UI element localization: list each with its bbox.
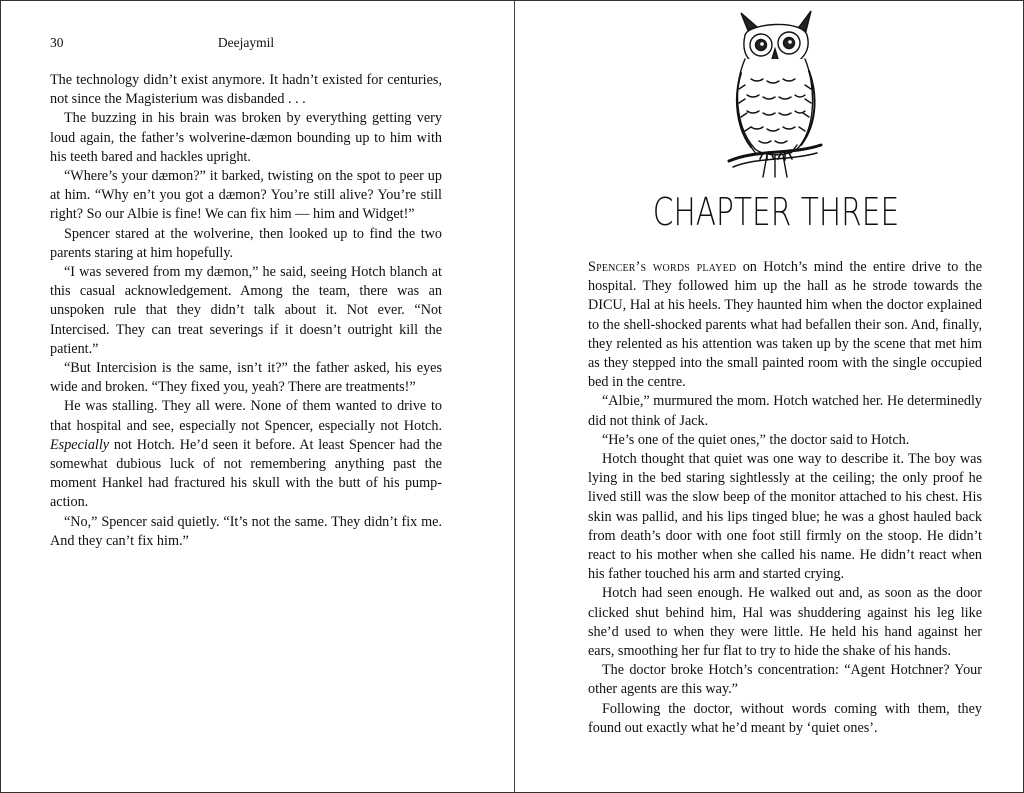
paragraph: “Albie,” murmured the mom. Hotch watched her. He determinedly did not think of Jack.	[588, 393, 982, 429]
page-number: 30	[50, 35, 64, 50]
paragraph: “But Intercision is the same, isn’t it?” the father asked, his eyes wide and broken. “They fixed you, yeah? There are treatments!”	[50, 360, 442, 396]
paragraph: “No,” Spencer said quietly. “It’s not the same. They didn’t fix me. And they can’t fix him.”	[50, 513, 442, 549]
paragraph: The technology didn’t exist anymore. It hadn’t existed for centuries, not since the Magisterium was disbanded . . .	[50, 72, 442, 108]
opening-smallcaps: Spencer’s words played	[588, 259, 737, 275]
paragraph: The doctor broke Hotch’s concentration: “Agent Hotchner? Your other agents are this way.”	[588, 662, 982, 698]
right-body-text	[588, 258, 982, 738]
text-run: He was stalling. They all were. None of them wanted to drive to that hospital and see, especially not Spencer, especially not Hotch.	[50, 398, 442, 434]
paragraph: Hotch had seen enough. He walked out and, as soon as the door clicked shut behind him, Hal was shuddering against his leg like she’d used to when they were little. He held his hand against her ears, smoothing her fur flat to try to hide the shake of his hands.	[588, 585, 982, 660]
paragraph: The buzzing in his brain was broken by everything getting very loud again, the father’s wolverine-dæmon bounding up to him with his teeth bared and hackles upright.	[50, 110, 442, 165]
left-page	[1, 1, 514, 792]
text-run: on Hotch’s mind the entire drive to the hospital. They followed him up the hall as he strode towards the DICU, Hal at his heels. They haunted him when the doctor explained to the shell-shocked parents what had befallen their son. And, finally, they relented as his attention was taken up by the scene that met him as they stepped into the small painted room with the single occupied bed in the centre.	[588, 259, 982, 391]
paragraph	[50, 397, 442, 512]
paragraph: Spencer stared at the wolverine, then looked up to find the two parents staring at him hopefully.	[50, 225, 442, 261]
paragraph: Hotch thought that quiet was one way to describe it. The boy was lying in the bed staring sightlessly at the ceiling; the only proof he lived still was the slow beep of the monitor attached to his chest. His skin was pallid, and his lips tinged blue; he was a ghost hauled back from death’s door with one foot still firmly on the stoop. He didn’t react to his mother when she called his name. He didn’t react when his father touched his arm and started crying.	[588, 451, 982, 583]
chapter-title: CHAPTER THREE	[652, 190, 900, 234]
paragraph: Following the doctor, without words coming with them, they found out exactly what he’d meant by ‘quiet ones’.	[588, 700, 982, 736]
paragraph: “I was severed from my dæmon,” he said, seeing Hotch blanch at this casual acknowledgement. Among the team, there was an unspoken rule that they didn’t talk about it. Not ever. “Not Intercised. They can treat severings if it doesn’t outright kill the patient.”	[50, 264, 442, 357]
left-body-text	[50, 71, 442, 551]
running-head-author: Deejaymil	[217, 35, 275, 50]
owl-illustration-icon	[727, 9, 823, 179]
text-run: not Hotch. He’d seen it before. At least Spencer had the somewhat dubious luck of not remembering anything past the moment Hankel had fractured his skull with the butt of his pump-action.	[50, 436, 442, 511]
right-page	[515, 1, 1023, 792]
opening-paragraph	[588, 258, 982, 392]
paragraph: “He’s one of the quiet ones,” the doctor said to Hotch.	[602, 431, 910, 448]
running-head	[50, 35, 442, 53]
paragraph: “Where’s your dæmon?” it barked, twisting on the spot to peer up at him. “Why en’t you got a dæmon? You’re still alive? You’re still right? So our Albie is fine! We can fix him — him and Widget!”	[50, 168, 442, 223]
emphasis-text: Especially	[50, 436, 110, 453]
